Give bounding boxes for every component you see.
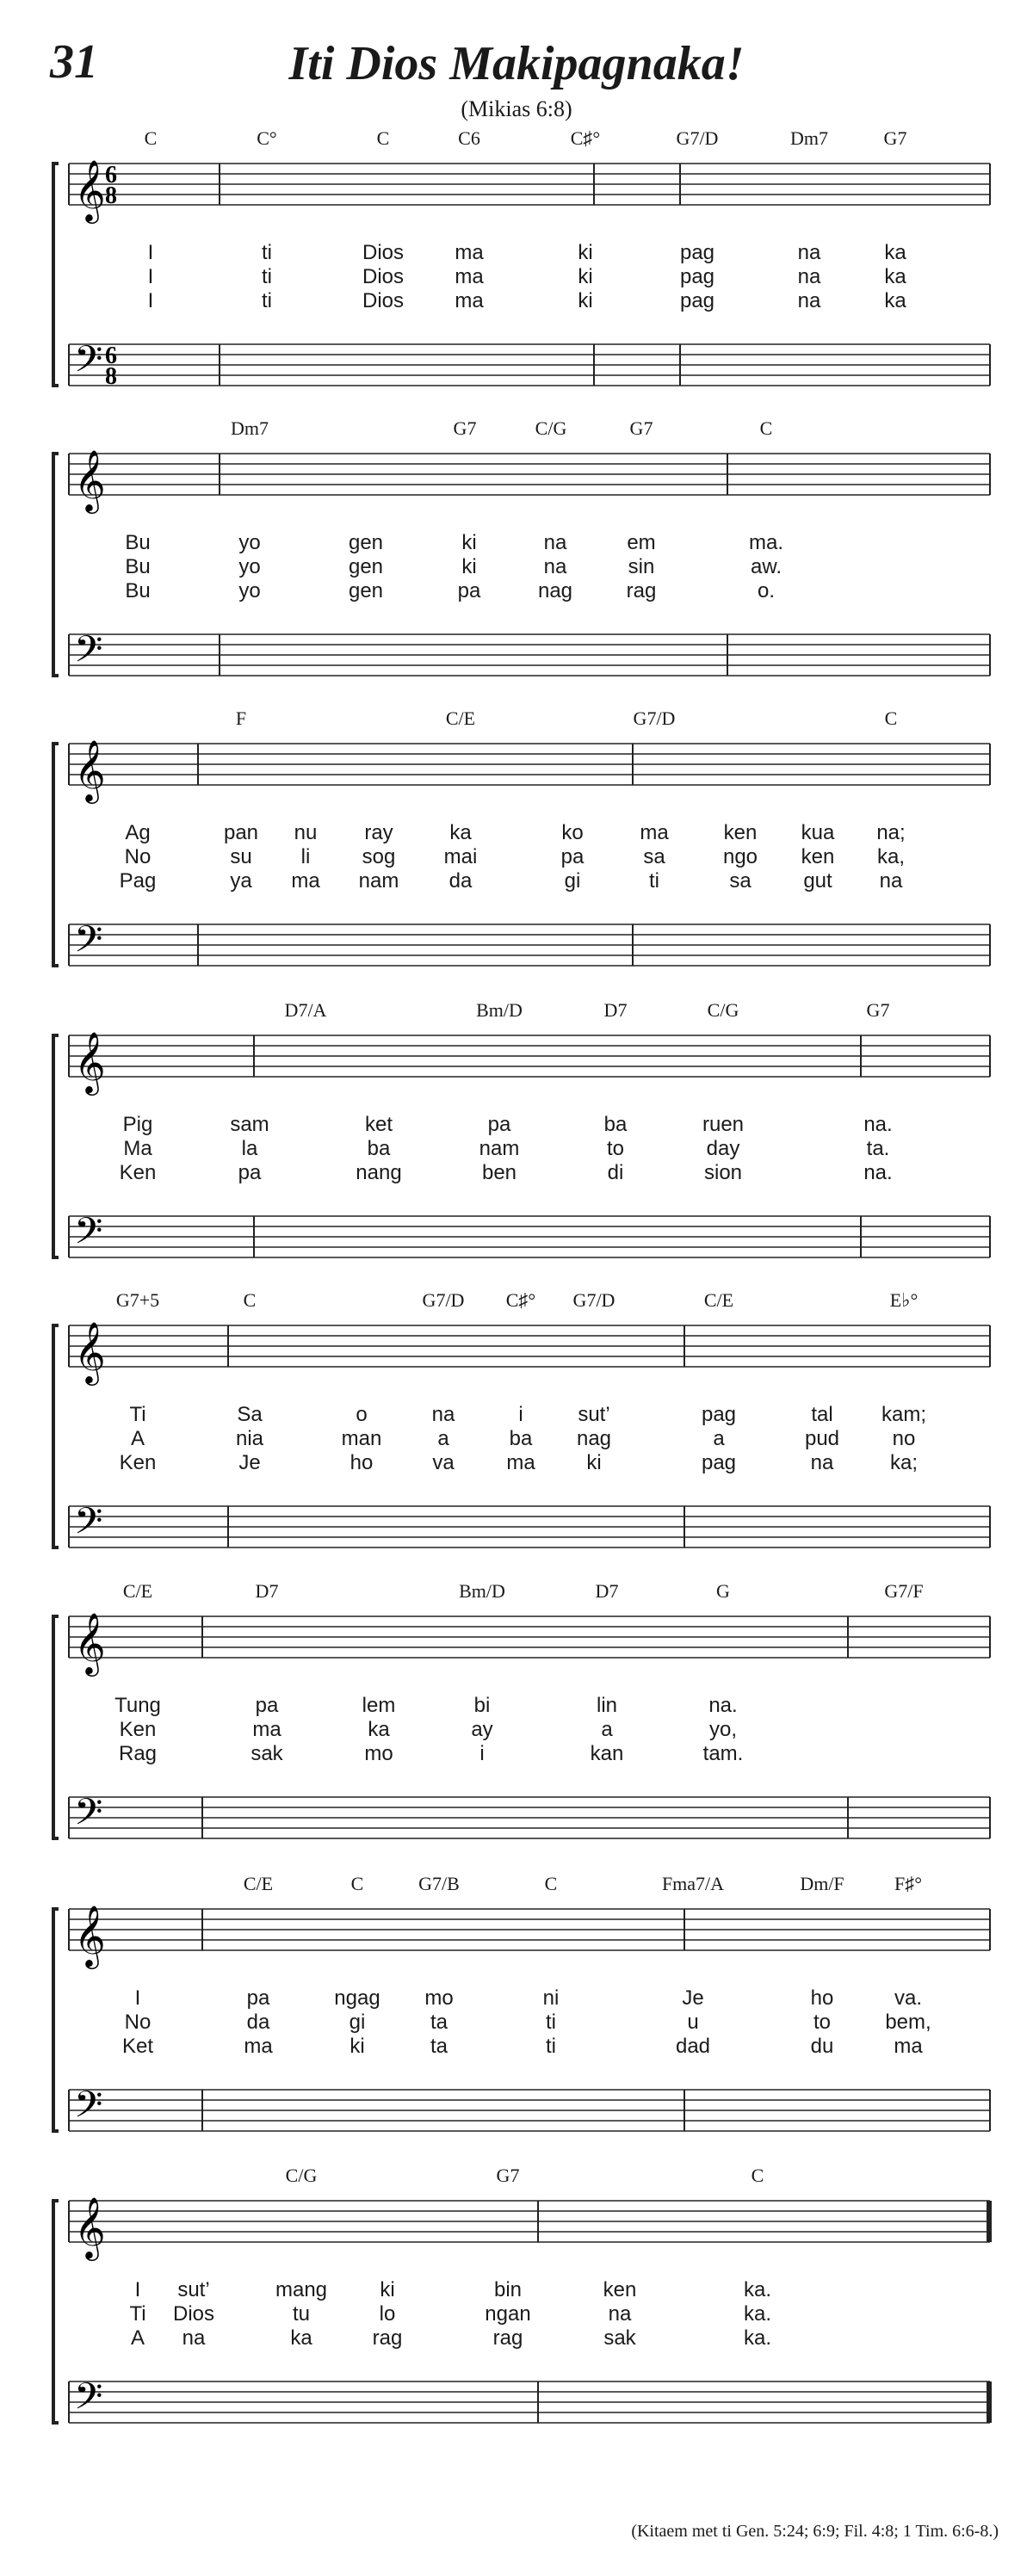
treble-clef-icon: 𝄞 bbox=[74, 1320, 106, 1383]
lyric-syllable: ma bbox=[244, 2035, 273, 2058]
lyric-syllable: Pig bbox=[122, 1113, 153, 1136]
lyric-syllable: ba bbox=[367, 1137, 391, 1160]
lyric-syllable: Ti bbox=[129, 1403, 146, 1426]
lyric-syllable: sak bbox=[251, 1742, 283, 1765]
lyric-syllable: nam bbox=[358, 869, 399, 893]
chord-symbol: G7 bbox=[453, 417, 477, 439]
lyric-syllable: pa bbox=[246, 1986, 270, 2010]
lyric-syllable: nia bbox=[235, 1427, 264, 1450]
lyric-syllable: ki bbox=[578, 289, 593, 312]
lyric-syllable: i bbox=[518, 1403, 523, 1426]
lyric-syllable: gen bbox=[348, 555, 384, 578]
chord-symbol: C6 bbox=[458, 127, 480, 149]
lyric-syllable: sut’ bbox=[578, 1403, 610, 1426]
lyric-syllable: sa bbox=[643, 845, 665, 868]
lyric-syllable: sog bbox=[362, 845, 396, 868]
lyric-syllable: kua bbox=[801, 821, 835, 844]
lyric-syllable: ma bbox=[252, 1718, 281, 1741]
lyric-syllable: ki bbox=[578, 265, 593, 288]
lyric-syllable: ta bbox=[430, 2011, 448, 2034]
lyric-syllable: da bbox=[246, 2011, 270, 2034]
chord-symbol: G bbox=[716, 1580, 730, 1602]
lyric-syllable: ba bbox=[603, 1113, 628, 1136]
chord-symbol: C♯° bbox=[570, 127, 601, 149]
lyric-syllable: du bbox=[810, 2035, 834, 2058]
lyric-syllable: ngag bbox=[334, 1986, 380, 2010]
lyric-syllable: va bbox=[432, 1451, 455, 1474]
music-system bbox=[0, 419, 1033, 695]
lyric-syllable: pa bbox=[255, 1694, 279, 1717]
chord-symbol: G7 bbox=[883, 127, 907, 149]
lyric-syllable: kan bbox=[590, 1742, 624, 1765]
chord-symbol: D7 bbox=[595, 1580, 619, 1602]
footer-note: (Kitaem met ti Gen. 5:24; 6:9; Fil. 4:8; 1 Tim. 6:6-8.) bbox=[631, 2522, 999, 2541]
chord-symbol: D7 bbox=[255, 1580, 279, 1602]
lyric-syllable: bi bbox=[473, 1694, 491, 1717]
chord-symbol: C/G bbox=[707, 999, 739, 1021]
lyric-syllable: yo, bbox=[708, 1718, 738, 1741]
lyric-syllable: yo bbox=[238, 579, 261, 602]
lyric-syllable: li bbox=[300, 845, 311, 868]
lyric-syllable: gut bbox=[803, 869, 832, 893]
lyric-syllable: ma bbox=[640, 821, 669, 844]
lyric-syllable: to bbox=[813, 2011, 832, 2034]
chord-symbol: G7/D bbox=[676, 127, 719, 149]
chord-symbol: C bbox=[751, 2165, 764, 2186]
lyric-syllable: u bbox=[687, 2011, 699, 2034]
lyric-syllable: mo bbox=[364, 1742, 393, 1765]
lyric-syllable: tam. bbox=[702, 1742, 744, 1765]
lyric-syllable: ka, bbox=[876, 845, 906, 868]
lyric-syllable: ti bbox=[649, 869, 659, 893]
chord-symbol: Dm/F bbox=[800, 1873, 844, 1894]
lyric-syllable: No bbox=[124, 2011, 152, 2034]
bass-clef-icon: 𝄢 bbox=[74, 1791, 103, 1843]
lyric-syllable: ma bbox=[455, 265, 484, 288]
lyric-syllable: ko bbox=[561, 821, 584, 844]
lyric-syllable: da bbox=[448, 869, 473, 893]
lyric-syllable: na. bbox=[863, 1113, 893, 1136]
lyric-syllable: ma bbox=[455, 289, 484, 312]
lyric-syllable: Tung bbox=[114, 1694, 161, 1717]
chord-symbol: G7/D bbox=[572, 1289, 615, 1311]
lyric-syllable: No bbox=[124, 845, 152, 868]
scripture-reference: (Mikias 6:8) bbox=[461, 96, 572, 121]
lyric-syllable: tal bbox=[811, 1403, 833, 1426]
lyric-syllable: lo bbox=[379, 2302, 396, 2326]
chord-symbol: Dm7 bbox=[231, 417, 269, 439]
lyric-syllable: ka. bbox=[743, 2302, 772, 2326]
lyric-syllable: na bbox=[182, 2326, 206, 2350]
lyric-syllable: nu bbox=[294, 821, 318, 844]
song-title: Iti Dios Makipagnaka! bbox=[288, 37, 745, 90]
bass-clef-icon: 𝄢 bbox=[74, 628, 103, 680]
lyric-syllable: pag bbox=[679, 289, 715, 312]
lyric-syllable: mo bbox=[424, 1986, 454, 2010]
lyric-syllable: ka bbox=[884, 241, 906, 264]
chord-symbol: G7+5 bbox=[115, 1289, 160, 1311]
lyric-syllable: em bbox=[627, 531, 656, 554]
lyric-syllable: man bbox=[341, 1427, 382, 1450]
bass-clef-icon: 𝄢 bbox=[74, 918, 103, 970]
lyric-syllable: nam bbox=[479, 1137, 520, 1160]
lyric-syllable: a bbox=[713, 1427, 725, 1450]
lyric-syllable: ki bbox=[349, 2035, 365, 2058]
lyric-syllable: Je bbox=[238, 1451, 261, 1474]
lyric-syllable: ki bbox=[461, 555, 477, 578]
chord-symbol: D7 bbox=[603, 999, 628, 1021]
lyric-syllable: ta bbox=[430, 2035, 448, 2058]
lyric-syllable: bin bbox=[493, 2278, 523, 2301]
lyric-syllable: I bbox=[134, 2278, 141, 2301]
lyric-syllable: Ken bbox=[119, 1451, 157, 1474]
lyric-syllable: pa bbox=[560, 845, 585, 868]
lyric-syllable: ngo bbox=[722, 845, 758, 868]
time-signature-top: 6 bbox=[105, 343, 117, 369]
lyric-syllable: rag bbox=[372, 2326, 403, 2350]
lyric-syllable: ma. bbox=[748, 531, 784, 554]
chord-symbol: G7 bbox=[866, 999, 890, 1021]
lyric-syllable: mang bbox=[275, 2278, 328, 2301]
chord-symbol: C/E bbox=[243, 1873, 274, 1894]
lyric-syllable: aw. bbox=[750, 555, 782, 578]
lyric-syllable: ti bbox=[546, 2011, 556, 2034]
lyric-syllable: ken bbox=[801, 845, 835, 868]
lyric-syllable: ka bbox=[368, 1718, 390, 1741]
lyric-syllable: gen bbox=[348, 531, 384, 554]
treble-clef-icon: 𝄞 bbox=[74, 448, 106, 511]
lyric-syllable: pag bbox=[679, 265, 715, 288]
chord-symbol: C° bbox=[257, 127, 277, 149]
treble-clef-icon: 𝄞 bbox=[74, 738, 106, 801]
system-bracket bbox=[53, 1616, 59, 1838]
time-signature-bottom: 8 bbox=[105, 182, 117, 209]
chord-symbol: Fma7/A bbox=[661, 1873, 725, 1894]
lyric-syllable: A bbox=[130, 1427, 145, 1450]
time-signature-bottom: 8 bbox=[105, 363, 117, 390]
lyric-syllable: nag bbox=[537, 579, 573, 602]
lyric-syllable: pag bbox=[701, 1451, 737, 1474]
lyric-syllable: ka bbox=[449, 821, 472, 844]
lyric-syllable: ti bbox=[546, 2035, 556, 2058]
lyric-syllable: Ag bbox=[125, 821, 151, 844]
lyric-syllable: pag bbox=[701, 1403, 737, 1426]
lyric-syllable: pud bbox=[804, 1427, 840, 1450]
bass-clef-icon: 𝄢 bbox=[74, 1500, 103, 1552]
chord-symbol: E♭° bbox=[889, 1289, 919, 1311]
treble-clef-icon: 𝄞 bbox=[74, 1611, 106, 1674]
lyric-syllable: to bbox=[606, 1137, 625, 1160]
lyric-syllable: o bbox=[356, 1403, 368, 1426]
lyric-syllable: Bu bbox=[125, 531, 151, 554]
lyric-syllable: Dios bbox=[362, 265, 405, 288]
chord-symbol: G7 bbox=[496, 2165, 520, 2186]
lyric-syllable: sa bbox=[729, 869, 752, 893]
lyric-syllable: mai bbox=[443, 845, 478, 868]
chord-symbol: C bbox=[884, 707, 898, 729]
lyric-syllable: nang bbox=[356, 1161, 402, 1184]
treble-clef-icon: 𝄞 bbox=[74, 2196, 106, 2258]
system-bracket bbox=[53, 2201, 59, 2423]
lyric-syllable: sin bbox=[628, 555, 655, 578]
lyric-syllable: na bbox=[608, 2302, 632, 2326]
lyric-syllable: ray bbox=[364, 821, 393, 844]
lyric-syllable: day bbox=[706, 1137, 740, 1160]
chord-symbol: F bbox=[235, 707, 247, 729]
chord-symbol: C/G bbox=[535, 417, 567, 439]
lyric-syllable: I bbox=[147, 241, 154, 264]
lyric-syllable: rag bbox=[492, 2326, 523, 2350]
chord-symbol: C bbox=[759, 417, 773, 439]
treble-clef-icon: 𝄞 bbox=[74, 1904, 106, 1967]
lyric-syllable: na bbox=[810, 1451, 834, 1474]
lyric-syllable: gen bbox=[348, 579, 384, 602]
lyric-syllable: lin bbox=[596, 1694, 618, 1717]
lyric-syllable: ka bbox=[884, 289, 906, 312]
lyric-syllable: ken bbox=[603, 2278, 637, 2301]
lyric-syllable: sut’ bbox=[177, 2278, 210, 2301]
lyric-syllable: Ken bbox=[119, 1161, 157, 1184]
lyric-syllable: ki bbox=[586, 1451, 602, 1474]
chord-symbol: C♯° bbox=[505, 1289, 536, 1311]
lyric-syllable: Ma bbox=[123, 1137, 152, 1160]
chord-symbol: G7 bbox=[629, 417, 653, 439]
lyric-syllable: pan bbox=[223, 821, 259, 844]
lyric-syllable: pa bbox=[487, 1113, 511, 1136]
lyric-syllable: I bbox=[134, 1986, 141, 2010]
system-bracket bbox=[53, 1909, 59, 2131]
lyric-syllable: ket bbox=[364, 1113, 393, 1136]
lyric-syllable: ho bbox=[810, 1986, 834, 2010]
lyric-syllable: na bbox=[543, 555, 567, 578]
chord-symbol: D7/A bbox=[284, 999, 327, 1021]
lyric-syllable: ki bbox=[578, 241, 593, 264]
lyric-syllable: ma bbox=[506, 1451, 535, 1474]
lyric-syllable: ti bbox=[262, 265, 272, 288]
lyric-syllable: pag bbox=[679, 241, 715, 264]
chord-symbol: C bbox=[544, 1873, 558, 1894]
lyric-syllable: a bbox=[437, 1427, 449, 1450]
chord-symbol: Bm/D bbox=[476, 999, 523, 1021]
chord-symbol: C bbox=[243, 1289, 257, 1311]
lyric-syllable: na bbox=[797, 265, 821, 288]
lyric-syllable: ka bbox=[290, 2326, 312, 2350]
time-signature-top: 6 bbox=[105, 162, 117, 188]
lyric-syllable: ki bbox=[461, 531, 477, 554]
chord-symbol: C/E bbox=[703, 1289, 734, 1311]
lyric-syllable: Dios bbox=[362, 289, 405, 312]
system-bracket bbox=[53, 164, 59, 386]
lyric-syllable: ta. bbox=[866, 1137, 890, 1160]
song-number: 31 bbox=[50, 35, 98, 89]
lyric-syllable: Je bbox=[682, 1986, 704, 2010]
final-bar bbox=[987, 2381, 992, 2423]
treble-clef-icon: 𝄞 bbox=[74, 158, 106, 221]
lyric-syllable: sam bbox=[230, 1113, 269, 1136]
chord-symbol: Bm/D bbox=[459, 1580, 505, 1602]
lyric-syllable: pa bbox=[238, 1161, 262, 1184]
lyric-syllable: ti bbox=[262, 289, 272, 312]
lyric-syllable: na bbox=[797, 241, 821, 264]
chord-symbol: G7/D bbox=[422, 1289, 465, 1311]
lyric-syllable: gi bbox=[349, 2011, 366, 2034]
lyric-syllable: va. bbox=[894, 1986, 923, 2010]
lyric-syllable: ho bbox=[349, 1451, 374, 1474]
lyric-syllable: rag bbox=[626, 579, 657, 602]
lyric-syllable: ti bbox=[262, 241, 272, 264]
lyric-syllable: bem, bbox=[885, 2011, 931, 2034]
lyric-syllable: tu bbox=[292, 2302, 311, 2326]
lyric-syllable: su bbox=[230, 845, 252, 868]
lyric-syllable: ken bbox=[723, 821, 758, 844]
lyric-syllable: na. bbox=[708, 1694, 738, 1717]
bass-clef-icon: 𝄢 bbox=[74, 1210, 103, 1262]
lyric-syllable: ma bbox=[894, 2035, 923, 2058]
chord-symbol: F♯° bbox=[894, 1873, 923, 1894]
music-system bbox=[0, 1875, 1033, 2150]
lyric-syllable: yo bbox=[238, 555, 261, 578]
lyric-syllable: ka. bbox=[743, 2326, 772, 2350]
lyric-syllable: kam; bbox=[881, 1403, 927, 1426]
bass-clef-icon: 𝄢 bbox=[74, 2375, 103, 2427]
lyric-syllable: ngan bbox=[485, 2302, 531, 2326]
chord-symbol: C/E bbox=[445, 707, 476, 729]
lyric-syllable: ki bbox=[380, 2278, 395, 2301]
lyric-syllable: na; bbox=[876, 821, 906, 844]
lyric-syllable: no bbox=[892, 1427, 916, 1450]
lyric-syllable: lem bbox=[362, 1694, 396, 1717]
lyric-syllable: na. bbox=[863, 1161, 893, 1184]
lyric-syllable: Ti bbox=[129, 2302, 146, 2326]
lyric-syllable: yo bbox=[238, 531, 261, 554]
lyric-syllable: ma bbox=[291, 869, 320, 893]
system-bracket bbox=[53, 1325, 59, 1547]
lyric-syllable: ma bbox=[455, 241, 484, 264]
lyric-syllable: ka bbox=[884, 265, 906, 288]
lyric-syllable: Sa bbox=[237, 1403, 263, 1426]
lyric-syllable: sion bbox=[703, 1161, 743, 1184]
chord-symbol: C bbox=[144, 127, 158, 149]
lyric-syllable: nag bbox=[576, 1427, 612, 1450]
lyric-syllable: ka; bbox=[889, 1451, 919, 1474]
lyric-syllable: na bbox=[879, 869, 903, 893]
lyric-syllable: o. bbox=[757, 579, 776, 602]
lyric-syllable: sak bbox=[603, 2326, 636, 2350]
music-system bbox=[0, 129, 1033, 405]
lyric-syllable: na bbox=[431, 1403, 455, 1426]
chord-symbol: C/G bbox=[285, 2165, 318, 2186]
bass-clef-icon: 𝄢 bbox=[74, 2084, 103, 2135]
lyric-syllable: gi bbox=[564, 869, 581, 893]
final-bar bbox=[987, 2201, 992, 2242]
lyric-syllable: dad bbox=[675, 2035, 711, 2058]
lyric-syllable: ka. bbox=[743, 2278, 772, 2301]
lyric-syllable: ben bbox=[481, 1161, 517, 1184]
lyric-syllable: na bbox=[797, 289, 821, 312]
lyric-syllable: ruen bbox=[702, 1113, 745, 1136]
lyric-syllable: na bbox=[543, 531, 567, 554]
treble-clef-icon: 𝄞 bbox=[74, 1030, 106, 1093]
lyric-syllable: Pag bbox=[119, 869, 157, 893]
system-bracket bbox=[53, 454, 59, 676]
lyric-syllable: ay bbox=[471, 1718, 493, 1741]
bass-clef-icon: 𝄢 bbox=[74, 338, 103, 390]
lyric-syllable: I bbox=[147, 289, 154, 312]
chord-symbol: G7/F bbox=[884, 1580, 924, 1602]
chord-symbol: C bbox=[350, 1873, 364, 1894]
lyric-syllable: la bbox=[241, 1137, 258, 1160]
chord-symbol: C bbox=[376, 127, 390, 149]
chord-symbol: G7/D bbox=[633, 707, 676, 729]
lyric-syllable: ni bbox=[542, 1986, 560, 2010]
lyric-syllable: I bbox=[147, 265, 154, 288]
lyric-syllable: a bbox=[601, 1718, 613, 1741]
system-bracket bbox=[53, 1035, 59, 1257]
lyric-syllable: Bu bbox=[125, 579, 151, 602]
lyric-syllable: ba bbox=[509, 1427, 533, 1450]
lyric-syllable: Bu bbox=[125, 555, 151, 578]
lyric-syllable: Ket bbox=[121, 2035, 154, 2058]
lyric-syllable: pa bbox=[457, 579, 481, 602]
chord-symbol: G7/B bbox=[418, 1873, 460, 1894]
lyric-syllable: Dios bbox=[362, 241, 405, 264]
lyric-syllable: A bbox=[130, 2326, 145, 2350]
lyric-syllable: ya bbox=[230, 869, 252, 893]
lyric-syllable: i bbox=[479, 1742, 485, 1765]
lyric-syllable: di bbox=[607, 1161, 624, 1184]
system-bracket bbox=[53, 744, 59, 966]
chord-symbol: C/E bbox=[122, 1580, 153, 1602]
lyric-syllable: Ken bbox=[119, 1718, 157, 1741]
lyric-syllable: Rag bbox=[118, 1742, 158, 1765]
lyric-syllable: Dios bbox=[172, 2302, 215, 2326]
chord-symbol: Dm7 bbox=[790, 127, 828, 149]
